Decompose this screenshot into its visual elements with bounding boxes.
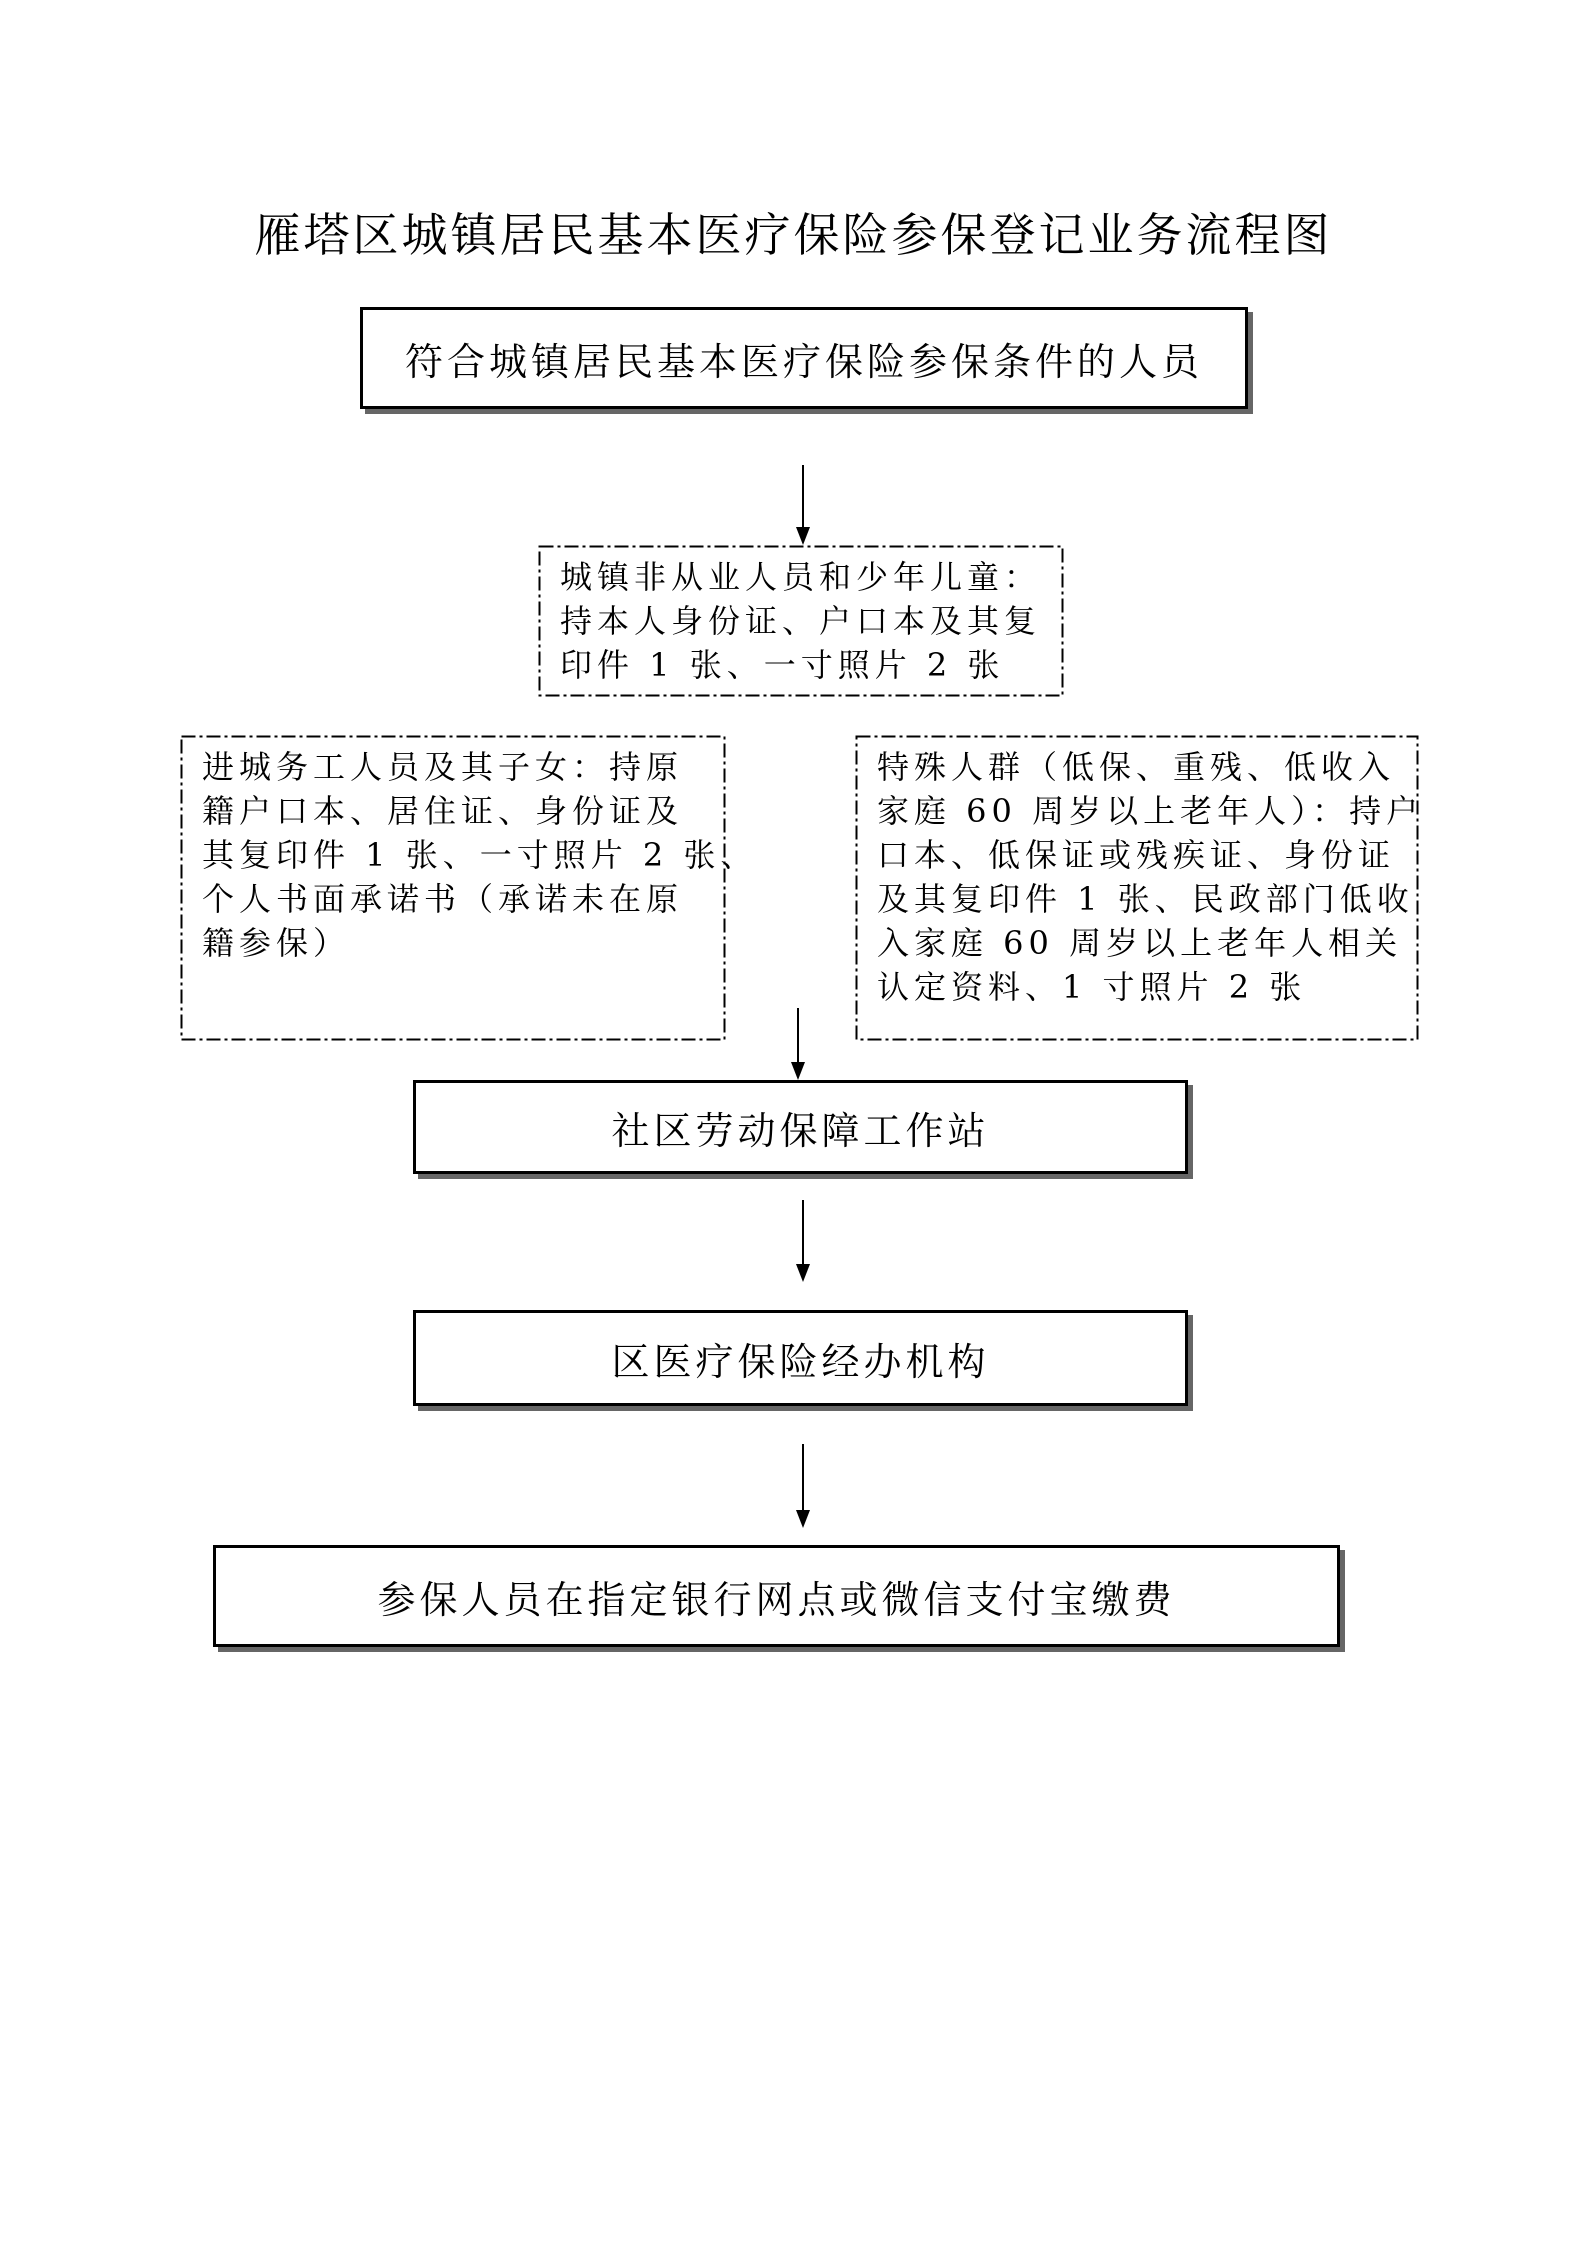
node-group-special [855,735,1424,1041]
node-district-agency-label: 区医疗保险经办机构 [611,1339,990,1384]
node-payment-label: 参保人员在指定银行网点或微信支付宝缴费 [377,1577,1176,1622]
arrow-groups-to-community [788,1008,808,1080]
migrant-line-1: 进城务工人员及其子女：持原 [202,748,684,786]
special-line-1: 特殊人群（低保、重残、低收入 [877,748,1396,786]
unemployed-line-2: 持本人身份证、户口本及其复 [560,602,1042,640]
node-group-unemployed [538,545,1064,697]
node-group-migrant [180,735,758,1041]
node-district-agency [413,1310,1188,1406]
node-payment [213,1545,1340,1647]
node-community-station-label: 社区劳动保障工作站 [611,1108,990,1153]
node-community-station [413,1080,1188,1174]
special-line-3: 口本、低保证或残疾证、身份证 [877,836,1396,874]
node-eligible [360,307,1248,409]
arrow-community-to-agency [793,1200,813,1282]
unemployed-line-3: 印件 1 张、一寸照片 2 张 [560,646,1005,684]
migrant-line-5: 籍参保） [202,924,351,962]
arrow-agency-to-payment [793,1444,813,1528]
arrow-eligible-to-unemployed [793,465,813,545]
special-line-4: 及其复印件 1 张、民政部门低收 [877,880,1414,918]
migrant-line-4: 个人书面承诺书（承诺未在原 [202,880,684,918]
special-line-5: 入家庭 60 周岁以上老年人相关 [877,924,1403,962]
page-title: 雁塔区城镇居民基本医疗保险参保登记业务流程图 [254,208,1333,262]
migrant-line-2: 籍户口本、居住证、身份证及 [202,792,684,830]
node-eligible-label: 符合城镇居民基本医疗保险参保条件的人员 [404,339,1203,384]
unemployed-line-1: 城镇非从业人员和少年儿童： [560,558,1042,596]
special-line-2: 家庭 60 周岁以上老年人）：持户 [877,792,1424,830]
migrant-line-3: 其复印件 1 张、一寸照片 2 张、 [202,836,758,874]
special-line-6: 认定资料、1 寸照片 2 张 [877,968,1307,1006]
